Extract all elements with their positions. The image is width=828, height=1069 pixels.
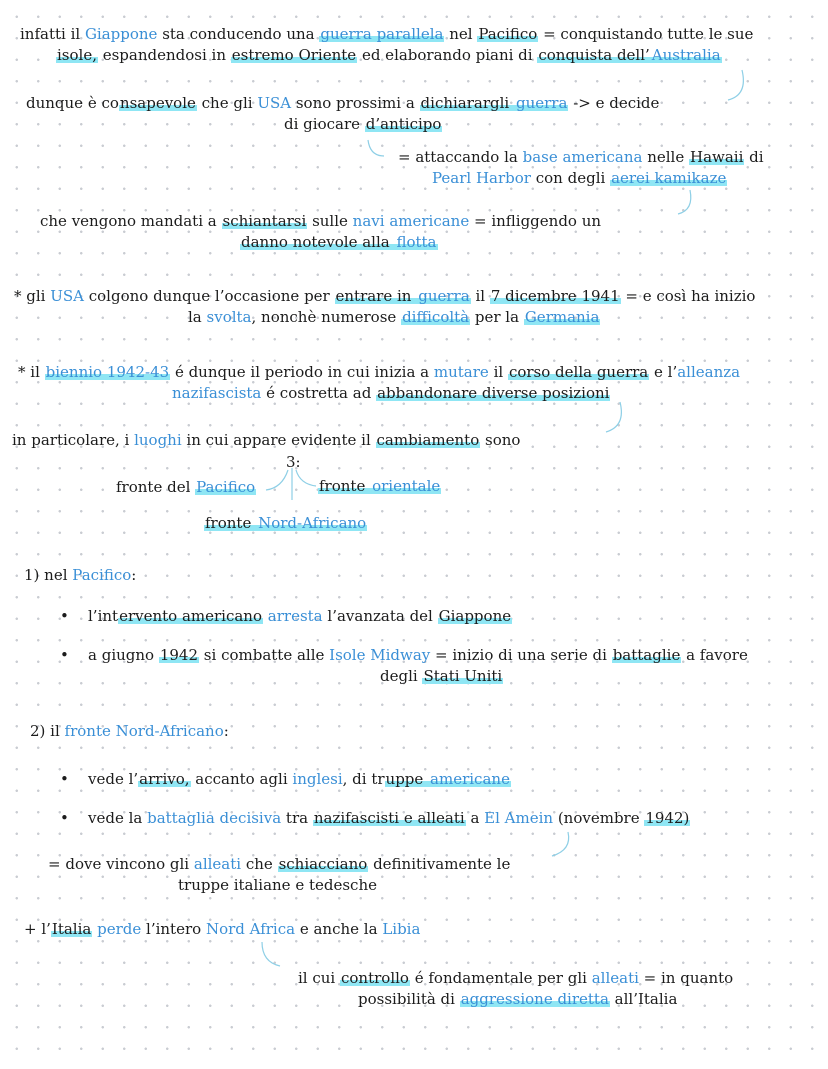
s2-consequence-line1: = dove vincono gli alleati che schiacciano definitivamente le <box>48 855 511 873</box>
bullet: • <box>60 809 69 827</box>
p4-line2: danno notevole alla flotta <box>241 233 437 251</box>
connector-arrow-4 <box>606 402 621 432</box>
p4-line1: che vengono mandati a schiantarsi sulle navi americane = infliggendo un <box>40 212 602 230</box>
bullet: • <box>60 607 69 625</box>
p1-line1: infatti il Giappone sta conducendo una guerra parallela nel Pacifico = conquistando tutte le sue <box>20 25 754 43</box>
connector-arrow-3 <box>678 190 691 214</box>
s2-bullet2: vede la battaglia decisiva tra nazifascisti e alleati a El Amein (novembre 1942) <box>88 809 690 827</box>
s1-bullet1: l’intervento americano arresta l’avanzata del Giappone <box>88 607 512 625</box>
connector-arrow-6 <box>552 832 569 856</box>
connector-arrow-7 <box>262 942 280 966</box>
p3-line2: Pearl Harbor con degli aerei kamikaze <box>432 169 727 187</box>
p7-line1: in particolare, i luoghi in cui appare evidente il cambiamento sono <box>12 431 521 449</box>
front-nord-africano: fronte Nord-Africano <box>205 514 367 532</box>
p5-line2: la svolta, nonchè numerose difficoltà per la Germania <box>188 308 600 326</box>
p2-line2: di giocare d’anticipo <box>284 115 442 133</box>
s2-italia-line: + l’Italia perde l’intero Nord Africa e anche la Libia <box>24 920 421 938</box>
s1-bullet2-cont: degli Stati Uniti <box>380 667 503 685</box>
front-orientale: fronte orientale <box>319 477 441 495</box>
s2-controllo-line2: possibilità di aggressione diretta all’Italia <box>358 990 678 1008</box>
bullet: • <box>60 646 69 664</box>
p1-line2: isole, espandendosi in estremo Oriente ed elaborando piani di conquista dell’ Australia <box>57 46 721 64</box>
p5-line1: * gli USA colgono dunque l’occasione per entrare in guerra il 7 dicembre 1941 = e così ha inizio <box>14 287 756 305</box>
s1-bullet2: a giugno 1942 si combatte alle Isole Midway = inizio di una serie di battaglie a favore <box>88 646 748 664</box>
s2-consequence-line2: truppe italiane e tedesche <box>178 876 377 894</box>
p3-line1: = attaccando la base americana nelle Hawaii di <box>398 148 764 166</box>
p7-count: 3: <box>286 453 301 471</box>
p2-line1: dunque è consapevole che gli USA sono prossimi a dichiarargli guerra -> e decide <box>26 94 660 112</box>
front-pacifico: fronte del Pacifico <box>116 478 256 496</box>
section2-title: 2) il fronte Nord-Africano: <box>30 722 229 740</box>
connector-arrow-1 <box>728 70 743 100</box>
s2-bullet1: vede l’arrivo, accanto agli inglesi, di truppe americane <box>88 770 510 788</box>
p6-line1: * il biennio 1942-43 é dunque il periodo in cui inizia a mutare il corso della guerra e l’alleanza <box>18 363 741 381</box>
bullet: • <box>60 770 69 788</box>
section1-title: 1) nel Pacifico: <box>24 566 137 584</box>
connector-arrow-5 <box>266 468 316 500</box>
s2-controllo-line1: il cui controllo é fondamentale per gli alleati = in quanto <box>298 969 734 987</box>
p6-line2: nazifascista é costretta ad abbandonare diverse posizioni <box>172 384 610 402</box>
connector-arrow-2 <box>368 140 384 156</box>
